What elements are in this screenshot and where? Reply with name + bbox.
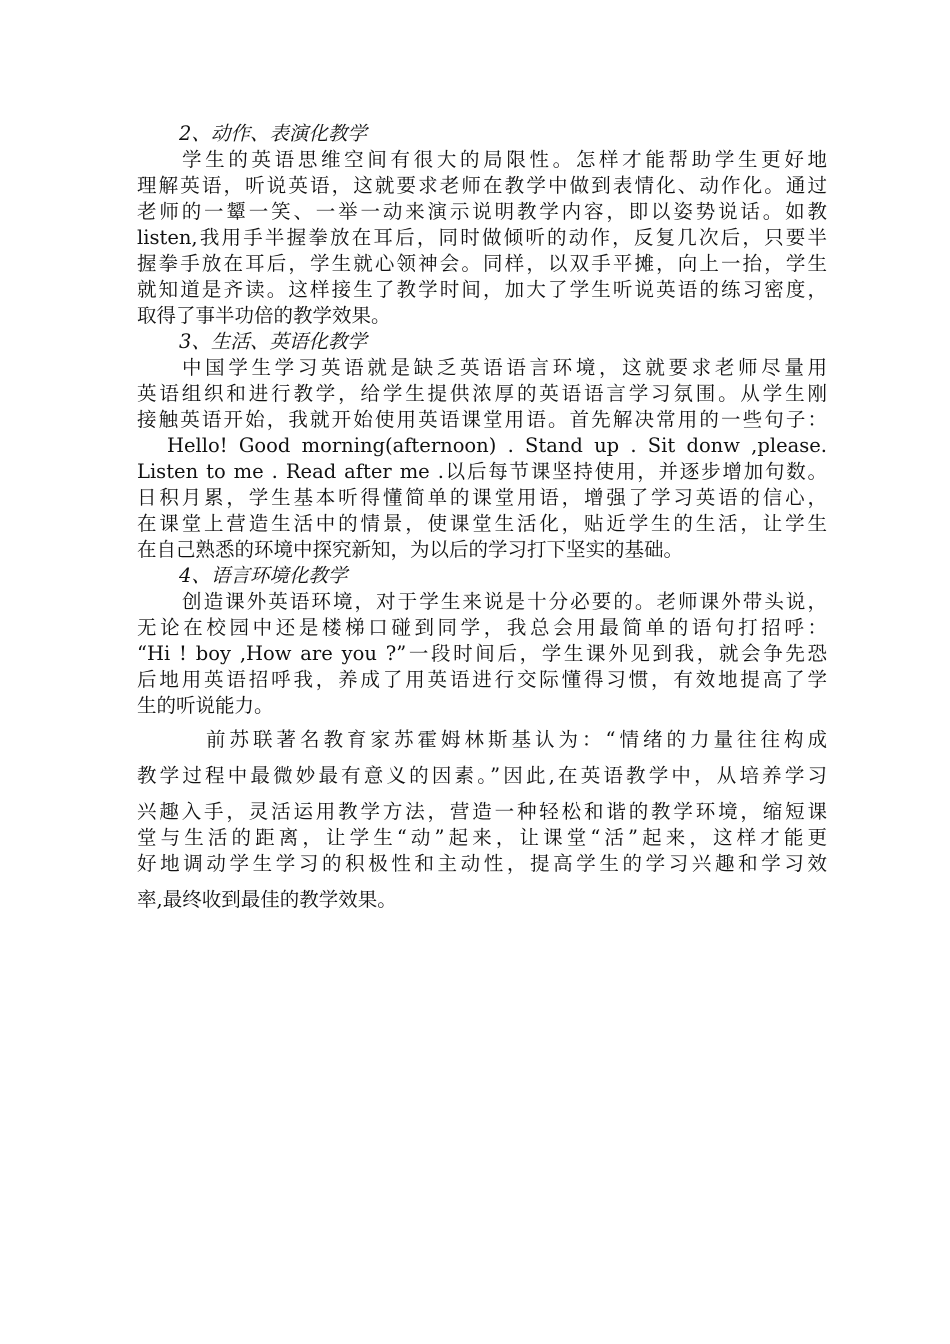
paragraph-line: 好地调动学生学习的积极性和主动性，提高学生的学习兴趣和学习效 [137, 852, 827, 875]
paragraph-line: 就知道是齐读。这样接生了教学时间，加大了学生听说英语的练习密度， [137, 278, 827, 301]
paragraph-line: 英语组织和进行教学，给学生提供浓厚的英语语言学习氛围。从学生刚 [137, 382, 827, 405]
section-heading-2: 2、动作、表演化教学 [179, 122, 367, 145]
paragraph-line: 前苏联著名教育家苏霍姆林斯基认为：“情绪的力量往往构成 [206, 728, 827, 751]
paragraph-line: “Hi ! boy ,How are you ?”一段时间后，学生课外见到我，就会争先恐 [137, 642, 827, 665]
paragraph-line: 握拳手放在耳后，学生就心领神会。同样，以双手平摊，向上一抬，学生 [137, 252, 827, 275]
paragraph-line: 理解英语，听说英语，这就要求老师在教学中做到表情化、动作化。通过 [137, 174, 827, 197]
paragraph-line: 在自己熟悉的环境中探究新知，为以后的学习打下坚实的基础。 [137, 538, 684, 561]
paragraph-line: 老师的一颦一笑、一举一动来演示说明教学内容，即以姿势说话。如教 [137, 200, 827, 223]
paragraph-line: listen,我用手半握拳放在耳后，同时做倾听的动作，反复几次后，只要半 [137, 226, 827, 249]
paragraph-line: Listen to me . Read after me .以后每节课坚持使用，并逐步增加句数。 [137, 460, 827, 483]
paragraph-line: Hello! Good morning(afternoon) . Stand up . Sit donw ,please. [167, 434, 827, 457]
paragraph-line: 教学过程中最微妙最有意义的因素。”因此,在英语教学中，从培养学习 [137, 764, 827, 787]
paragraph-line: 在课堂上营造生活中的情景，使课堂生活化，贴近学生的生活，让学生 [137, 512, 827, 535]
paragraph-line: 中国学生学习英语就是缺乏英语语言环境，这就要求老师尽量用 [182, 356, 827, 379]
paragraph-line: 率,最终收到最佳的教学效果。 [137, 888, 397, 911]
paragraph-line: 兴趣入手，灵活运用教学方法，营造一种轻松和谐的教学环境，缩短课 [137, 800, 827, 823]
paragraph-line: 取得了事半功倍的教学效果。 [137, 304, 391, 327]
paragraph-line: 接触英语开始，我就开始使用英语课堂用语。首先解决常用的一些句子： [137, 408, 827, 431]
section-heading-3: 3、生活、英语化教学 [179, 330, 367, 353]
paragraph-line: 学生的英语思维空间有很大的局限性。怎样才能帮助学生更好地 [182, 148, 827, 171]
paragraph-line: 堂与生活的距离，让学生“动”起来，让课堂“活”起来，这样才能更 [137, 826, 827, 849]
paragraph-line: 后地用英语招呼我，养成了用英语进行交际懂得习惯，有效地提高了学 [137, 668, 827, 691]
paragraph-line: 日积月累，学生基本听得懂简单的课堂用语，增强了学习英语的信心， [137, 486, 827, 509]
paragraph-line: 生的听说能力。 [137, 694, 274, 717]
paragraph-line: 创造课外英语环境，对于学生来说是十分必要的。老师课外带头说， [182, 590, 827, 613]
document-body [137, 121, 827, 913]
section-heading-4: 4、语言环境化教学 [179, 564, 348, 587]
paragraph-line: 无论在校园中还是楼梯口碰到同学，我总会用最简单的语句打招呼： [137, 616, 827, 639]
